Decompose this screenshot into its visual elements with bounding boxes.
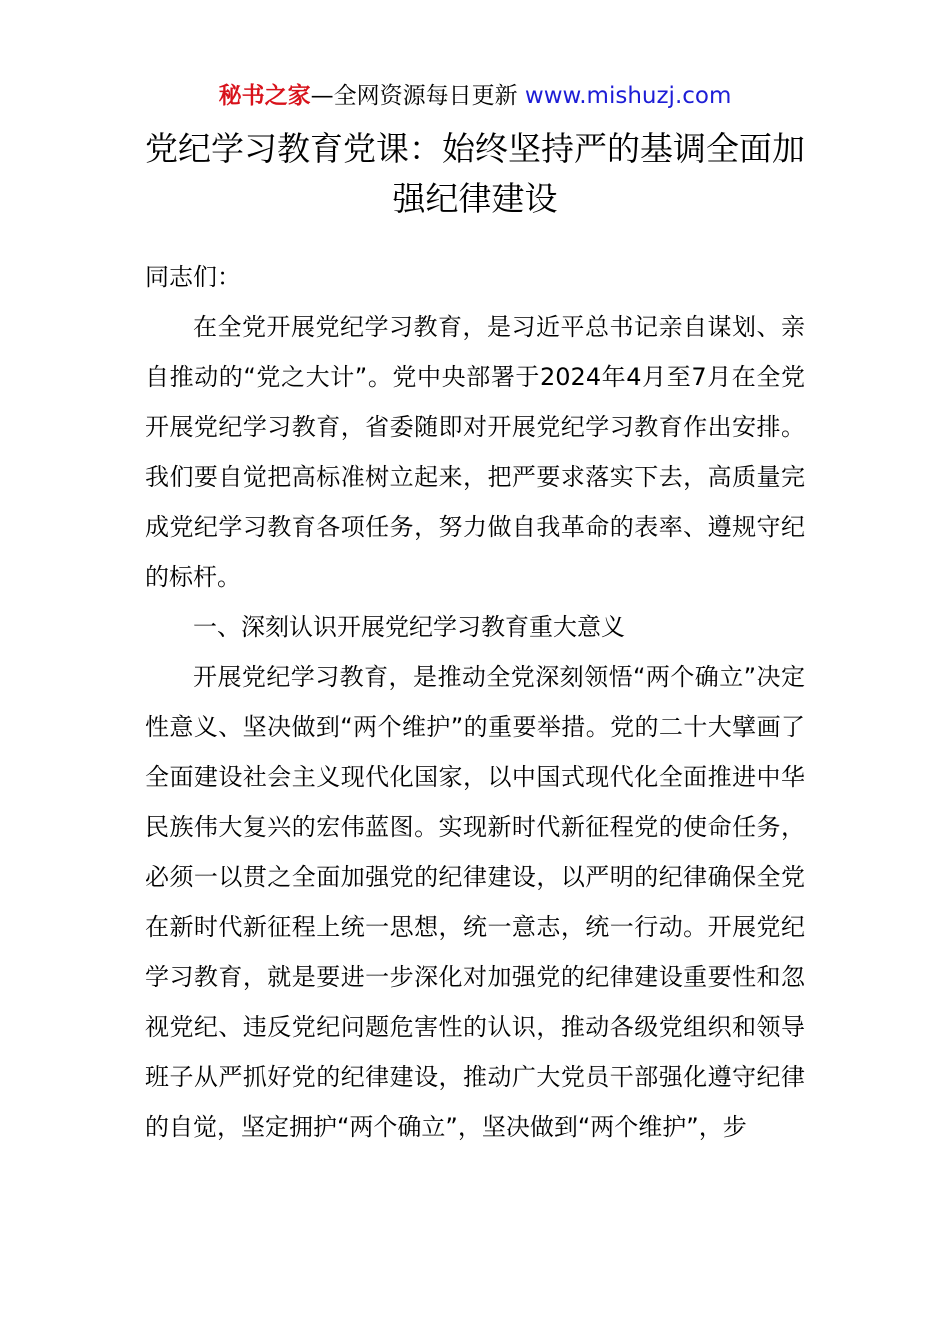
site-brand: 秘书之家 <box>218 83 311 109</box>
site-header <box>0 78 950 114</box>
paragraph-section-1: 开展党纪学习教育，是推动全党深刻领悟“两个确立”决定性意义、坚决做到“两个维护”的重要举措。党的二十大擘画了全面建设社会主义现代化国家，以中国式现代化全面推进中华民族伟大复兴的宏伟蓝图。实现新时代新征程党的使命任务，必须一以贯之全面加强党的纪律建设，以严明的纪律确保全党在新时代新征程上统一思想，统一意志，统一行动。开展党纪学习教育，就是要进一步深化对加强党的纪律建设重要性和忽视党纪、违反党纪问题危害性的认识，推动各级党组织和领导班子从严抓好党的纪律建设，推动广大党员干部强化遵守纪律的自觉，坚定拥护“两个确立”，坚决做到“两个维护”，步 <box>145 663 805 1141</box>
salutation: 同志们： <box>145 263 241 291</box>
document-body <box>145 252 805 1152</box>
site-url-link[interactable]: www.mishuzj.com <box>524 83 732 109</box>
section-heading-1: 一、深刻认识开展党纪学习教育重大意义 <box>193 613 625 641</box>
document-title: 党纪学习教育党课：始终坚持严的基调全面加强纪律建设 <box>145 129 805 218</box>
paragraph-intro: 在全党开展党纪学习教育，是习近平总书记亲自谋划、亲自推动的“党之大计”。党中央部署于2024年4月至7月在全党开展党纪学习教育，省委随即对开展党纪学习教育作出安排。我们要自觉把高标准树立起来，把严要求落实下去，高质量完成党纪学习教育各项任务，努力做自我革命的表率、遵规守纪的标杆。 <box>145 313 805 591</box>
site-tagline: —全网资源每日更新 <box>310 83 525 109</box>
